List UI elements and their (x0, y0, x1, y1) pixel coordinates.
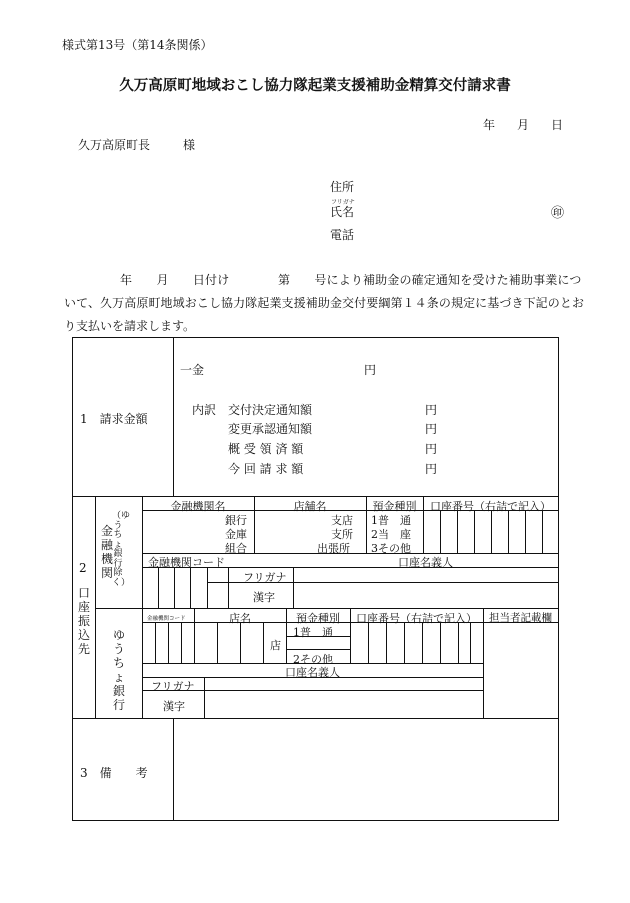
bank-kanji-label: 漢字 (253, 591, 275, 604)
name-label: 氏名 (330, 205, 355, 219)
yucho-branch-suffix: 店 (270, 639, 281, 652)
item-label: 概 受 領 済 額 (228, 442, 304, 456)
yucho-header-deposit-type: 預金種別 (296, 612, 340, 625)
header-branch: 店舗名 (293, 500, 327, 513)
date-day: 日 (551, 118, 564, 132)
header-institution: 金融機関名 (170, 500, 226, 513)
phone-label: 電話 (330, 228, 355, 242)
inst-type: 組合 (225, 542, 247, 555)
bank-side-note: （ゆうちょ銀行除く） (112, 511, 131, 588)
date-year: 年 (483, 118, 496, 132)
address-label: 住所 (330, 180, 355, 194)
yucho-side-label: ゆうちょ銀行 (112, 628, 125, 712)
inst-type: 銀行 (225, 514, 247, 527)
yucho-holder-label: 口座名義人 (285, 666, 340, 679)
deposit-type: 2当 座 (371, 528, 411, 541)
form-number: 様式第13号（第14条関係） (62, 38, 213, 52)
branch-type: 出張所 (317, 542, 350, 555)
header-account-no: 口座番号（右詰で記入） (430, 500, 551, 513)
item-unit: 円 (425, 422, 438, 436)
body-line-1: 年 月 日付け 第 号により補助金の確定通知を受けた補助事業につ (120, 273, 582, 287)
item-unit: 円 (425, 442, 438, 456)
deposit-type: 1普 通 (371, 514, 411, 527)
item-label: 変更承認通知額 (228, 422, 313, 436)
item-unit: 円 (425, 403, 438, 417)
section2-label: 口座振込先 (77, 586, 90, 656)
bank-code-label: 金融機関コード (148, 556, 225, 569)
yucho-header-account-no: 口座番号（右詰で記入） (356, 612, 477, 625)
seal-mark: ㊞ (551, 206, 565, 221)
body-line-3: り支払いを請求します。 (64, 319, 196, 333)
date-month: 月 (517, 118, 530, 132)
total-label: 一金 (180, 363, 205, 377)
body-line-2: いて、久万高原町地域おこし協力隊起業支援補助金交付要綱第１４条の規定に基づき下記のとお (64, 296, 585, 310)
yucho-furigana-label: フリガナ (151, 680, 195, 693)
header-deposit-type: 預金種別 (372, 500, 417, 513)
bank-side-label: 金融機関 (100, 524, 113, 580)
deposit-type: 3その他 (371, 542, 411, 555)
yucho-header-branch: 店名 (229, 612, 251, 625)
item-label: 今 回 請 求 額 (228, 462, 304, 476)
branch-type: 支所 (331, 528, 353, 541)
bank-furigana-label: フリガナ (243, 571, 287, 584)
total-unit: 円 (364, 363, 377, 377)
section1-label: 1 請求金額 (80, 412, 148, 426)
inst-type: 金庫 (225, 528, 247, 541)
addressee-honorific: 様 (183, 138, 196, 152)
item-unit: 円 (425, 462, 438, 476)
bank-holder-label: 口座名義人 (398, 556, 453, 569)
yucho-deposit-type: 2その他 (293, 653, 333, 666)
branch-type: 支店 (331, 514, 353, 527)
form-title: 久万高原町地域おこし協力隊起業支援補助金精算交付請求書 (119, 77, 511, 94)
addressee-name: 久万高原町長 (78, 138, 151, 152)
yucho-header-staff: 担当者記載欄 (489, 612, 552, 624)
yucho-code-label: 金融機関コード (147, 616, 186, 622)
breakdown-label: 内訳 (192, 403, 217, 417)
yucho-deposit-type: 1普 通 (293, 626, 333, 639)
section3-label: 3 備 考 (80, 766, 148, 780)
item-label: 交付決定通知額 (228, 403, 313, 417)
furigana-label: フリガナ (331, 199, 355, 206)
section2-number: 2 (79, 561, 87, 575)
yucho-kanji-label: 漢字 (163, 700, 185, 713)
